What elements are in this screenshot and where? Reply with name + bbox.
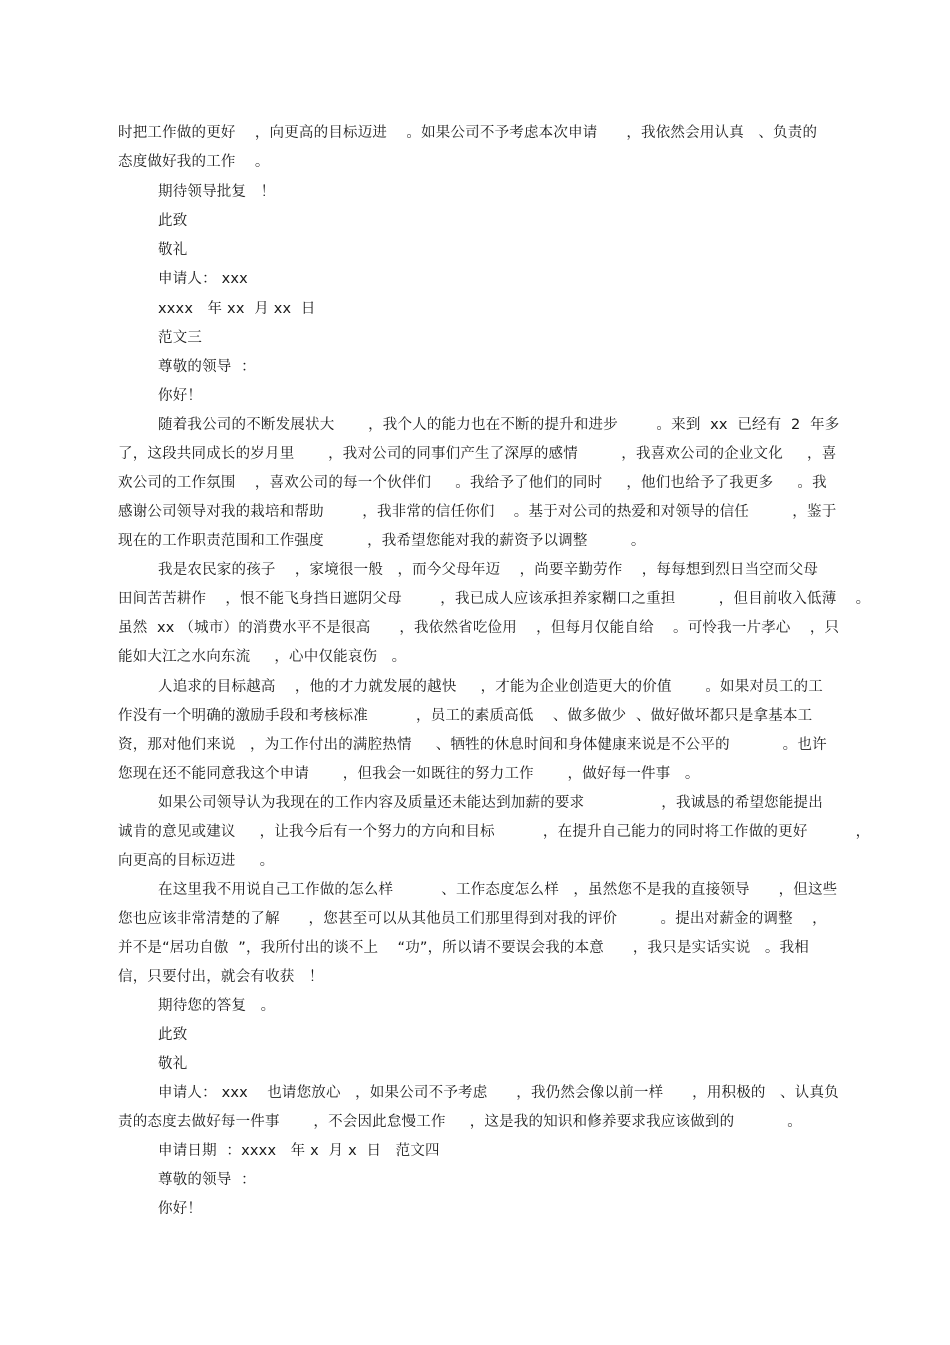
text-line: 您也应该非常清楚的了解 ，您甚至可以从其他员工们那里得到对我的评价 。提出对薪金的调整 ， (118, 911, 827, 927)
text-line: 信，只要付出，就会有收获 ！ (118, 969, 324, 985)
text-line: 申请人： xxx 也请您放心 ，如果公司不予考虑 ，我仍然会像以前一样 ，用积极的 、认真负 (158, 1085, 839, 1101)
text-line: 虽然 xx （城市）的消费水平不是很高 ，我依然省吃俭用 ，但每月仅能自给 。可怜我一片孝心 ，只 (118, 620, 840, 636)
text-line: 范文三 (158, 330, 203, 346)
text-line: 责的态度去做好每一件事 ，不会因此怠慢工作 ，这是我的知识和修养要求我应该做到的 。 (118, 1114, 802, 1130)
text-line: 并不是“居功自傲 ”，我所付出的谈不上 “功”，所以请不要误会我的本意 ，我只是实话实说 。我相 (118, 940, 809, 956)
text-line: xxxx 年 xx 月 xx 日 (158, 301, 316, 317)
text-line: 申请日期 ：xxxx 年 x 月 x 日 范文四 (158, 1143, 440, 1159)
text-line: 敬礼 (158, 242, 188, 258)
text-line: 此致 (158, 213, 188, 229)
text-line: 在这里我不用说自己工作做的怎么样 、工作态度怎么样 ，虽然您不是我的直接领导 ，但这些 (158, 882, 838, 898)
text-line: 此致 (158, 1027, 188, 1043)
text-line: 如果公司领导认为我现在的工作内容及质量还未能达到加薪的要求 ，我诚恳的希望您能提出 (158, 795, 823, 811)
text-line: 态度做好我的工作 。 (118, 154, 270, 170)
text-line: 我是农民家的孩子 ，家境很一般 ，而今父母年迈 ，尚要辛勤劳作 ，每每想到烈日当空而父母 (158, 562, 819, 578)
text-line: 时把工作做的更好 ，向更高的目标迈进 。如果公司不予考虑本次申请 ，我依然会用认真 、负责的 (118, 125, 818, 141)
text-line: 期待您的答复 。 (158, 998, 276, 1014)
text-line: 申请人： xxx (158, 271, 248, 287)
text-line: 您现在还不能同意我这个申请 ，但我会一如既往的努力工作 ，做好每一件事 。 (118, 766, 700, 782)
text-line: 你好！ (158, 1201, 203, 1217)
text-line: 了，这段共同成长的岁月里 ，我对公司的同事们产生了深厚的感情 ，我喜欢公司的企业文化 ，喜 (118, 446, 837, 462)
text-line: 能如大江之水向东流 ，心中仅能哀伤 。 (118, 649, 407, 665)
text-line: 敬礼 (158, 1056, 188, 1072)
text-line: 作没有一个明确的激励手段和考核标准 ，员工的素质高低 、做多做少 、做好做坏都只是拿基本工 (118, 708, 813, 724)
text-line: 你好！ (158, 388, 203, 404)
text-line: 现在的工作职责范围和工作强度 ，我希望您能对我的薪资予以调整 。 (118, 533, 646, 549)
text-line: 尊敬的领导 ： (158, 1172, 256, 1188)
text-line: 诚肯的意见或建议 ，让我今后有一个努力的方向和目标 ，在提升自己能力的同时将工作做的更好 ， (118, 824, 871, 840)
text-line: 随着我公司的不断发展状大 ，我个人的能力也在不断的提升和进步 。来到 xx 已经有 2 年多 (158, 417, 840, 433)
text-line: 资，那对他们来说 ，为工作付出的满腔热情 、牺牲的休息时间和身体健康来说是不公平的 。也许 (118, 737, 827, 753)
text-line: 田间苦苦耕作 ，恨不能飞身挡日遮阴父母 ，我已成人应该承担养家糊口之重担 ，但目前收入低薄 。 (118, 591, 871, 607)
text-line: 向更高的目标迈进 。 (118, 853, 275, 869)
text-line: 尊敬的领导 ： (158, 359, 256, 375)
text-line: 感谢公司领导对我的栽培和帮助 ，我非常的信任你们 。基于对公司的热爱和对领导的信任 ，鉴于 (118, 504, 837, 520)
text-line: 欢公司的工作氛围 ，喜欢公司的每一个伙伴们 。我给予了他们的同时 ，他们也给予了我更多 。我 (118, 475, 827, 491)
text-line: 人追求的目标越高 ，他的才力就发展的越快 ，才能为企业创造更大的价值 。如果对员工的工 (158, 679, 823, 695)
text-line: 期待领导批复 ！ (158, 184, 276, 200)
